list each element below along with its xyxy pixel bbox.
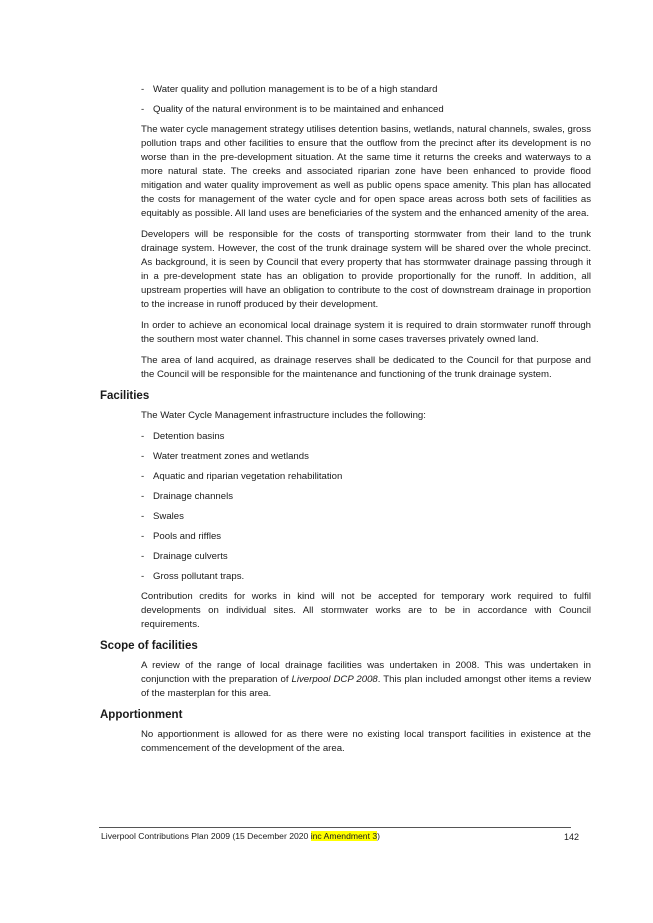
list-item: - Aquatic and riparian vegetation rehabilitation (141, 471, 343, 482)
bullet-marker: - (141, 451, 145, 462)
bullet-marker: - (141, 491, 145, 502)
list-item: - Detention basins (141, 431, 225, 442)
bullet-marker: - (141, 511, 145, 522)
footer-rule (99, 827, 571, 828)
bullet-marker: - (141, 531, 145, 542)
paragraph: A review of the range of local drainage facilities was undertaken in 2008. This was undertaken in conjunction with the preparation of Liverpool DCP 2008. This plan included amongst other items a review of the masterplan for this area. (141, 660, 591, 699)
footer-text: Liverpool Contributions Plan 2009 (15 December 2020 inc Amendment 3) (101, 831, 381, 841)
paragraph: The area of land acquired, as drainage reserves shall be dedicated to the Council for that purpose and the Council will be responsible for the maintenance and functioning of the trunk drainage system. (141, 355, 591, 380)
list-item: - Water treatment zones and wetlands (141, 451, 309, 462)
highlighted-amendment: inc Amendment 3 (310, 831, 378, 841)
bullet-marker: - (141, 84, 145, 95)
italic-reference: Liverpool DCP 2008 (291, 674, 378, 685)
bullet-marker: - (141, 551, 145, 562)
list-item: - Gross pollutant traps. (141, 571, 245, 582)
section-heading-apportionment: Apportionment (100, 709, 183, 721)
bullet-marker: - (141, 431, 145, 442)
bullet-marker: - (141, 471, 145, 482)
paragraph: Contribution credits for works in kind will not be accepted for temporary work required to fulfil developments on individual sites. All stormwater works are to be in accordance with Council requirements. (141, 591, 591, 630)
page-number: 142 (564, 832, 580, 842)
paragraph: No apportionment is allowed for as there were no existing local transport facilities in existence at the commencement of the development of the area. (141, 729, 591, 754)
list-item: - Drainage culverts (141, 551, 228, 562)
section-heading-facilities: Facilities (100, 390, 150, 402)
list-item: - Water quality and pollution management is to be of a high standard (141, 84, 438, 95)
paragraph: In order to achieve an economical local drainage system it is required to drain stormwater runoff through the southern most water channel. This channel in some cases traverses privately owned land. (141, 320, 591, 345)
paragraph: The Water Cycle Management infrastructure includes the following: (141, 410, 426, 421)
paragraph: Developers will be responsible for the costs of transporting stormwater from their land to the trunk drainage system. However, the cost of the trunk drainage system will be shared over the whole precinct. As background, it is seen by Council that every property that has stormwater drainage passing through it in a pre-development state has an obligation to provide proportionally for the runoff. In addition, all upstream properties will have an obligation to contribute to the cost of downstream drainage in proportion to the increase in runoff produced by their development. (141, 229, 591, 310)
list-item: - Pools and riffles (141, 531, 222, 542)
list-item: - Drainage channels (141, 491, 234, 502)
paragraph: The water cycle management strategy utilises detention basins, wetlands, natural channels, swales, gross pollution traps and other facilities to ensure that the outflow from the precinct after its development is no worse than in the pre-development situation. At the same time it returns the creeks and waterways to a more natural state. The creeks and associated riparian zone have been enhanced to provide flood mitigation and water quality improvement as well as public opens space amenity. This plan has allocated the costs for management of the water cycle and for open space areas across both sets of facilities as equitably as possible. All land uses are beneficiaries of the system and the enhanced amenity of the area. (141, 124, 591, 219)
section-heading-scope: Scope of facilities (100, 640, 198, 652)
list-item: - Swales (141, 511, 184, 522)
bullet-marker: - (141, 104, 145, 115)
list-item: - Quality of the natural environment is to be maintained and enhanced (141, 104, 444, 115)
body-content (100, 83, 591, 763)
bullet-marker: - (141, 571, 145, 582)
